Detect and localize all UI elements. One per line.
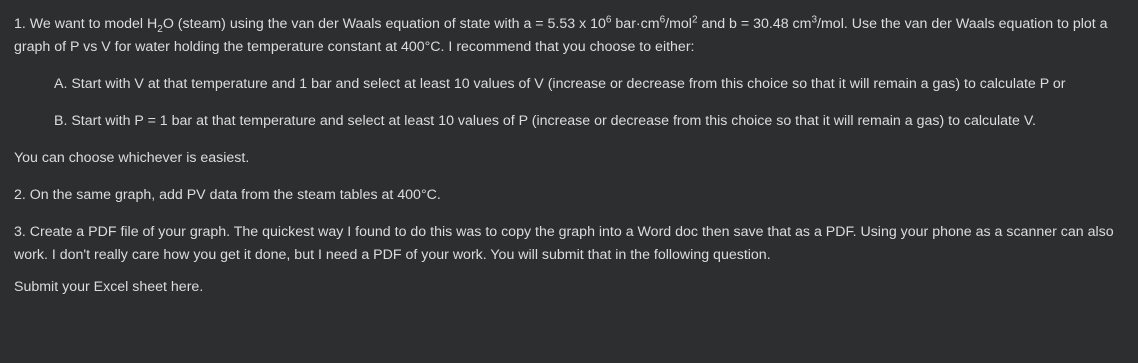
question-1 [14, 13, 1124, 59]
choose-note: You can choose whichever is easiest. [14, 150, 250, 166]
option-a: A. Start with V at that temperature and 1 bar and select at least 10 values of V (increase or decrease from this choice so that it will remain a gas) to calculate P or [54, 76, 1066, 92]
q1-sup-4: 3 [811, 14, 818, 26]
q1-sub-1: 2 [157, 23, 163, 35]
q1-text-5: and b = 30.48 cm [697, 16, 812, 32]
question-3: 3. Create a PDF file of your graph. The quickest way I found to do this was to copy the graph into a Word doc then save that as a PDF. Using your phone as a scanner can also work. I don't really care how you get it done, but I need a PDF of your work. You will submit that in the following question. [14, 224, 1114, 263]
q1-text-4: /mol [665, 16, 692, 32]
q1-text-6: /mol. Use the van der Waals equation to plot a graph of P vs V for water holding the temperature constant at 400°C. I recommend that you choose to either: [14, 16, 1108, 55]
option-b: B. Start with P = 1 bar at that temperature and select at least 10 values of P (increase or decrease from this choice so that it will remain a gas) to calculate V. [54, 113, 1036, 129]
q1-sup-3: 2 [691, 14, 698, 26]
q1-text-2: O (steam) using the van der Waals equation of state with a = 5.53 x 10 [162, 16, 606, 32]
q1-sup-1: 6 [605, 14, 612, 26]
q1-text-1: 1. We want to model H [14, 16, 158, 32]
q1-text-3: bar·cm [611, 16, 660, 32]
question-2: 2. On the same graph, add PV data from the steam tables at 400°C. [14, 187, 441, 203]
submit-instruction: Submit your Excel sheet here. [14, 279, 204, 295]
q1-sup-2: 6 [659, 14, 666, 26]
